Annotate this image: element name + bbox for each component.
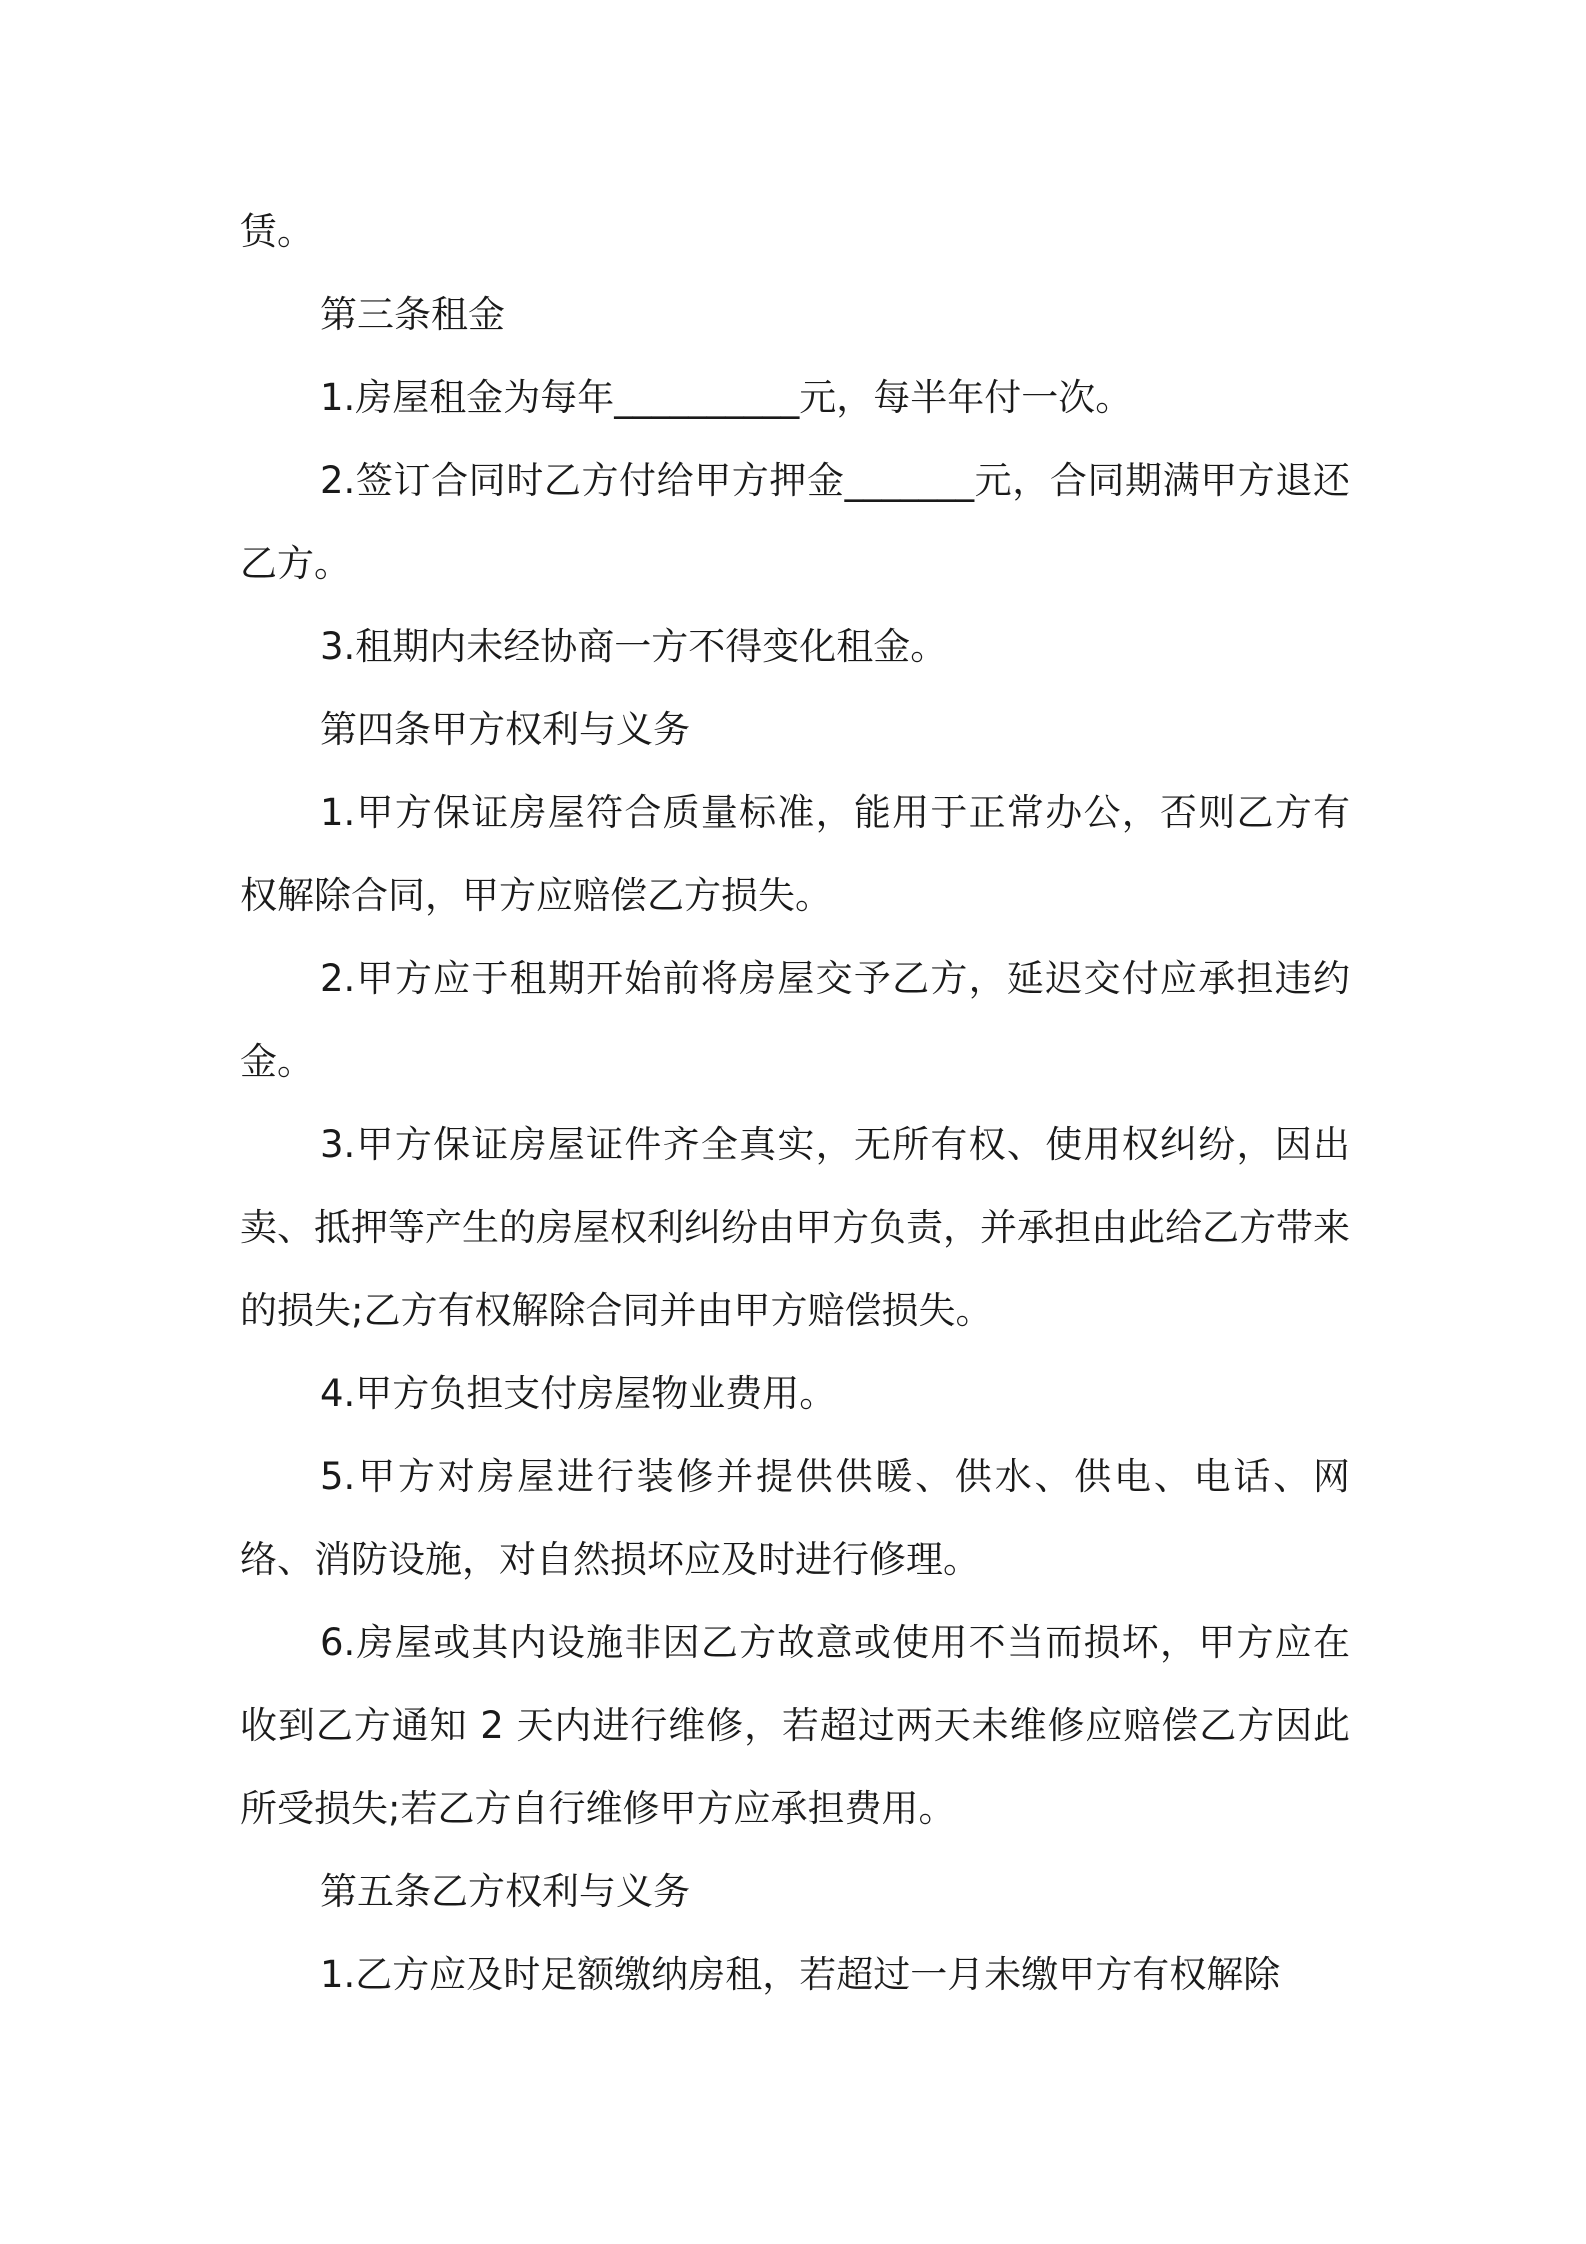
clause-property-fees: 4.甲方负担支付房屋物业费用。 <box>320 1372 837 1415</box>
article-heading-party-b: 第五条乙方权利与义务 <box>320 1870 690 1913</box>
clause-repairs: 6.房屋或其内设施非因乙方故意或使用不当而损坏，甲方应在收到乙方通知 2 天内进行维修，若超过两天未维修应赔偿乙方因此所受损失;若乙方自行维修甲方应承担费用。 <box>240 1621 1350 1830</box>
clause-rent-payment: 1.乙方应及时足额缴纳房租，若超过一月未缴甲方有权解除 <box>320 1953 1281 1996</box>
paragraph-continuation: 赁。 <box>240 210 314 253</box>
clause-documents: 3.甲方保证房屋证件齐全真实，无所有权、使用权纠纷，因出卖、抵押等产生的房屋权利纠纷由甲方负责，并承担由此给乙方带来的损失;乙方有权解除合同并由甲方赔偿损失。 <box>240 1123 1350 1332</box>
contract-body <box>240 190 1350 2016</box>
clause-rent-amount: 1.房屋租金为每年__________元，每半年付一次。 <box>320 376 1133 419</box>
article-heading-rent: 第三条租金 <box>320 293 505 336</box>
clause-rent-change: 3.租期内未经协商一方不得变化租金。 <box>320 625 948 668</box>
article-heading-party-a: 第四条甲方权利与义务 <box>320 708 690 751</box>
clause-facilities: 5.甲方对房屋进行装修并提供供暖、供水、供电、电话、网络、消防设施，对自然损坏应及时进行修理。 <box>240 1455 1350 1581</box>
clause-deposit: 2.签订合同时乙方付给甲方押金_______元，合同期满甲方退还乙方。 <box>240 459 1350 585</box>
clause-delivery: 2.甲方应于租期开始前将房屋交予乙方，延迟交付应承担违约金。 <box>240 957 1350 1083</box>
clause-quality-guarantee: 1.甲方保证房屋符合质量标准，能用于正常办公，否则乙方有权解除合同，甲方应赔偿乙方损失。 <box>240 791 1350 917</box>
